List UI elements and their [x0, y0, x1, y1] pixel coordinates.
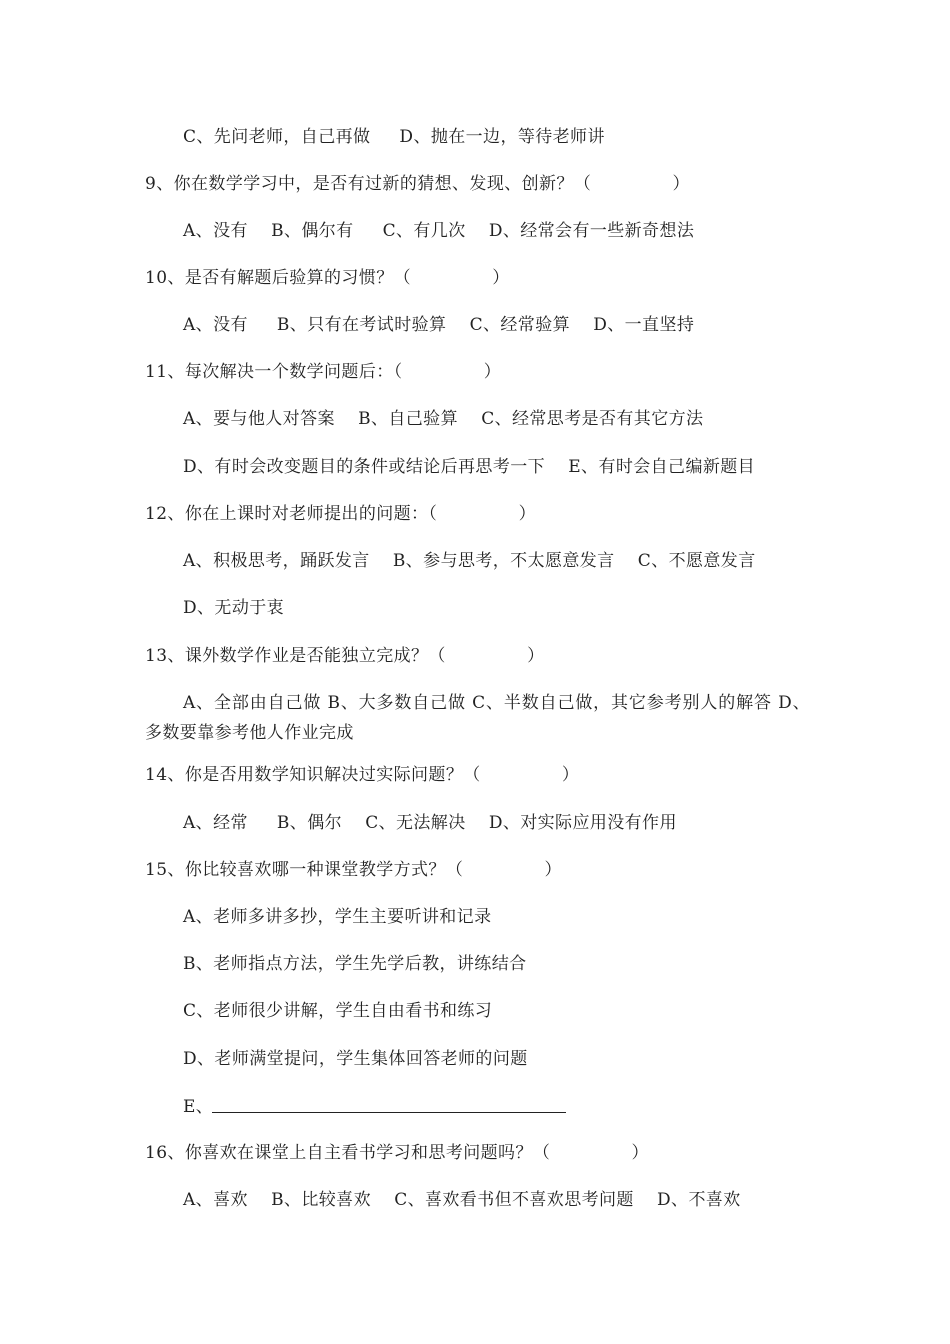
- question-14: 14、你是否用数学知识解决过实际问题？（ ）: [145, 765, 580, 785]
- q15-option-b: B、老师指点方法，学生先学后教，讲练结合: [183, 954, 527, 974]
- q9-options: A、没有 B、偶尔有 C、有几次 D、经常会有一些新奇想法: [183, 221, 695, 241]
- q15-option-e: E、: [183, 1097, 214, 1117]
- question-15: 15、你比较喜欢哪一种课堂教学方式？（ ）: [145, 860, 562, 880]
- q11-options-2: D、有时会改变题目的条件或结论后再思考一下 E、有时会自己编新题目: [183, 457, 756, 477]
- q12-options-2: D、无动于衷: [183, 598, 285, 618]
- q16-options: A、喜欢 B、比较喜欢 C、喜欢看书但不喜欢思考问题 D、不喜欢: [183, 1190, 741, 1210]
- q15-option-c: C、老师很少讲解，学生自由看书和练习: [183, 1001, 493, 1021]
- q15-option-e-blank: [212, 1112, 566, 1113]
- question-11: 11、每次解决一个数学问题后：（ ）: [145, 362, 502, 382]
- q8-options: C、先问老师，自己再做 D、抛在一边，等待老师讲: [183, 127, 605, 147]
- q15-option-d: D、老师满堂提问，学生集体回答老师的问题: [183, 1049, 528, 1069]
- question-16: 16、你喜欢在课堂上自主看书学习和思考问题吗？（ ）: [145, 1143, 649, 1163]
- question-10: 10、是否有解题后验算的习惯？（ ）: [145, 268, 510, 288]
- q13-options: A、全部由自己做 B、大多数自己做 C、半数自己做，其它参考别人的解答 D、多数要靠参考他人作业完成: [145, 693, 810, 743]
- question-9: 9、你在数学学习中，是否有过新的猜想、发现、创新？（ ）: [145, 174, 690, 194]
- q15-option-a: A、老师多讲多抄，学生主要听讲和记录: [183, 907, 492, 927]
- question-12: 12、你在上课时对老师提出的问题：（ ）: [145, 504, 536, 524]
- q12-options-1: A、积极思考，踊跃发言 B、参与思考，不太愿意发言 C、不愿意发言: [183, 551, 756, 571]
- q10-options: A、没有 B、只有在考试时验算 C、经常验算 D、一直坚持: [183, 315, 695, 335]
- q11-options-1: A、要与他人对答案 B、自己验算 C、经常思考是否有其它方法: [183, 409, 704, 429]
- question-13: 13、课外数学作业是否能独立完成？（ ）: [145, 646, 545, 666]
- q14-options: A、经常 B、偶尔 C、无法解决 D、对实际应用没有作用: [183, 813, 677, 833]
